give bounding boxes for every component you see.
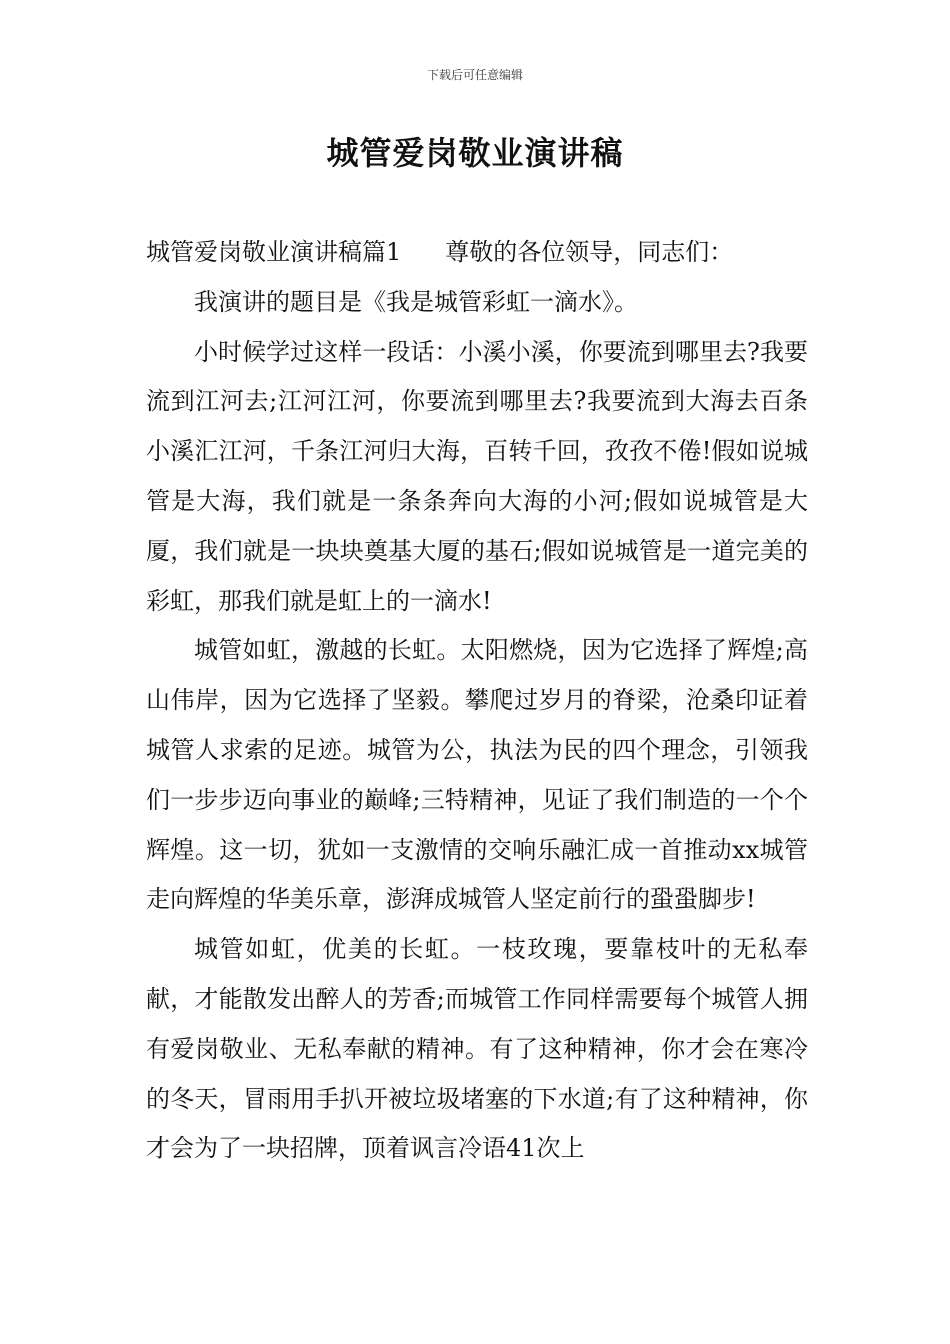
document-body xyxy=(146,228,808,1174)
paragraph-rainbow-2: 城管如虹，优美的长虹。一枝玫瑰，要靠枝叶的无私奉献，才能散发出醉人的芳香;而城管工作同样需要每个城管人拥有爱岗敬业、无私奉献的精神。有了这种精神，你才会在寒冷的冬天，冒雨用手扒开被垃圾堵塞的下水道;有了这种精神，你才会为了一块招牌，顶着讽言冷语41次上 xyxy=(146,935,808,1163)
first-line xyxy=(146,228,808,278)
document-title: 城管爱岗敬业演讲稿 xyxy=(326,134,624,172)
greeting: 尊敬的各位领导，同志们： xyxy=(445,238,734,266)
paragraph-rainbow-1: 城管如虹，激越的长虹。太阳燃烧，因为它选择了辉煌;高山伟岸，因为它选择了坚毅。攀爬过岁月的脊梁，沧桑印证着城管人求索的足迹。城管为公，执法为民的四个理念，引领我们一步步迈向事业的巅峰;三特精神，见证了我们制造的一个个辉煌。这一切，犹如一支激情的交响乐融汇成一首推动xx城管走向辉煌的华美乐章，澎湃成城管人坚定前行的蛩蛩脚步! xyxy=(146,636,808,914)
section-heading: 城管爱岗敬业演讲稿篇1 xyxy=(146,238,402,266)
paragraph-topic: 我演讲的题目是《我是城管彩虹一滴水》。 xyxy=(194,287,638,316)
header-note: 下载后可任意编辑 xyxy=(426,68,523,82)
paragraph-stream: 小时候学过这样一段话：小溪小溪，你要流到哪里去?我要流到江河去;江河江河，你要流到哪里去?我要流到大海去百条小溪汇江河，千条江河归大海，百转千回，孜孜不倦!假如说城管是大海，我们就是一条条奔向大海的小河;假如说城管是大厦，我们就是一块块奠基大厦的基石;假如说城管是一道完美的彩虹，那我们就是虹上的一滴水! xyxy=(146,337,808,615)
